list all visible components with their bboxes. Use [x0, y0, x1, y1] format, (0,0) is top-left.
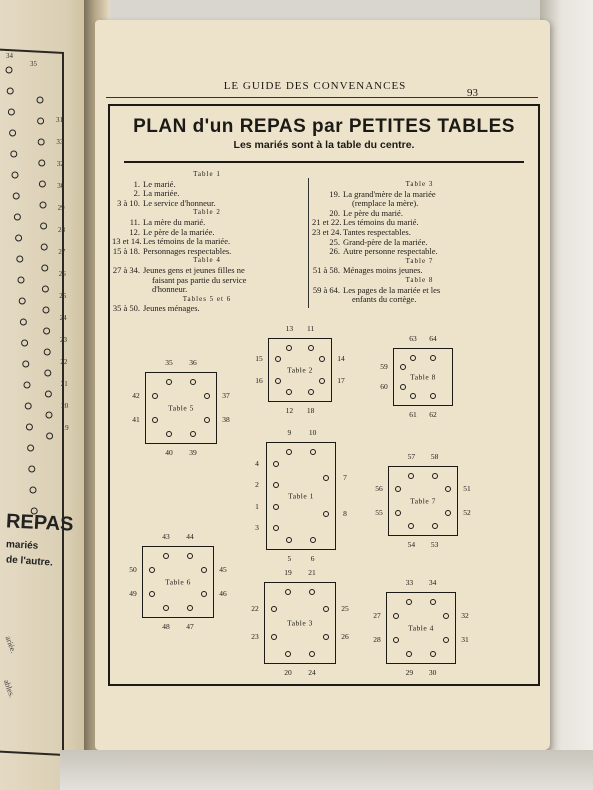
seat-circle	[41, 223, 47, 229]
seat-number: 61	[409, 410, 417, 419]
seat-number: 3	[255, 523, 259, 533]
legend-description: Jeunes gens et jeunes filles ne	[143, 264, 245, 275]
seat-number: 46	[219, 589, 227, 598]
legend-entry	[312, 190, 527, 200]
seat-number: 26	[341, 631, 349, 641]
seat-number: 51	[463, 484, 471, 494]
seat-number: 53	[430, 540, 439, 549]
seat-circle	[187, 553, 193, 559]
seat-circle	[26, 424, 32, 430]
legend-seat-number: 1.	[133, 178, 140, 189]
legend-entry	[312, 266, 527, 276]
seat-number: 39	[189, 448, 197, 457]
seat-circle	[17, 256, 23, 262]
seating-table	[142, 546, 214, 618]
table-label: Table 6	[165, 577, 191, 587]
seat-circle	[38, 118, 44, 124]
legend-entry	[112, 247, 302, 257]
seat-circle	[11, 151, 17, 157]
seat-circle	[400, 384, 406, 390]
seat-number: 47	[186, 622, 194, 631]
seat-number: 9	[287, 428, 292, 437]
legend-entry: d'honneur.	[152, 284, 188, 295]
seat-number: 34	[428, 578, 437, 587]
table-label: Table 7	[410, 496, 436, 506]
running-head: LE GUIDE DES CONVENANCES	[223, 80, 407, 92]
seat-circle	[204, 393, 210, 399]
left-page-margin-number: 26	[58, 270, 66, 278]
seat-circle	[271, 634, 277, 640]
legend-table-heading: Tables 5 et 6	[182, 294, 232, 303]
seating-table	[264, 582, 336, 664]
seat-number: 6	[310, 554, 315, 563]
seat-circle	[19, 298, 25, 304]
seat-number: 55	[375, 507, 383, 517]
seat-circle	[149, 567, 155, 573]
left-page-word-1: ariée.	[3, 634, 19, 655]
legend-description: Les pages de la mariée et les	[343, 284, 441, 295]
plan-title: PLAN d'un REPAS par PETITES TABLES	[133, 116, 515, 137]
seat-number: 36	[189, 358, 197, 367]
seat-number: 28	[373, 635, 381, 644]
legend-description: Autre personne respectable.	[343, 246, 438, 257]
seat-circle	[430, 651, 436, 657]
seat-circle	[273, 504, 279, 510]
legend-entry	[112, 180, 302, 190]
seat-circle	[47, 433, 53, 439]
legend-seat-number: 26.	[329, 246, 340, 257]
seat-number: 11	[307, 324, 315, 333]
legend-entry	[112, 304, 302, 314]
table-label: Table 4	[408, 623, 434, 633]
seat-circle	[23, 361, 29, 367]
seat-number: 5	[287, 554, 292, 563]
seat-circle	[309, 589, 315, 595]
seat-circle	[152, 393, 158, 399]
left-page-maries: mariés	[5, 539, 39, 552]
legend-description: Le marié.	[143, 178, 176, 189]
seat-circle	[445, 510, 451, 516]
seating-table	[388, 466, 458, 536]
legend-description: Le père du marié.	[343, 207, 403, 218]
legend-divider	[308, 178, 309, 308]
seat-circle	[285, 589, 291, 595]
left-page-margin-number: 34	[6, 52, 13, 60]
legend-seat-number: 2.	[133, 188, 140, 199]
seat-circle	[10, 130, 16, 136]
seat-number: 50	[129, 565, 137, 574]
seat-circle	[42, 286, 48, 292]
seat-number: 52	[463, 507, 471, 517]
seat-circle	[410, 355, 416, 361]
legend-description: Tantes respectables.	[343, 226, 411, 237]
table-label: Table 3	[287, 618, 313, 628]
seat-circle	[393, 613, 399, 619]
title-rule	[124, 161, 524, 163]
left-page-margin-number: 23	[60, 336, 67, 344]
legend-seat-number: 12.	[129, 226, 140, 237]
seat-circle	[6, 67, 12, 73]
seat-number: 57	[407, 452, 416, 461]
legend-table-heading: Table 4	[193, 256, 221, 265]
legend-seat-number: 59 à 64.	[312, 284, 340, 295]
seat-circle	[309, 651, 315, 657]
legend-description: Le service d'honneur.	[143, 197, 216, 208]
legend-description: Personnages respectables.	[143, 245, 232, 256]
seat-number: 17	[337, 375, 345, 385]
seat-circle	[38, 139, 44, 145]
page-number: 93	[467, 87, 478, 99]
seat-circle	[273, 461, 279, 467]
seat-circle	[37, 97, 43, 103]
seat-circle	[430, 599, 436, 605]
seat-circle	[201, 567, 207, 573]
seat-number: 58	[430, 452, 439, 461]
seat-circle	[443, 637, 449, 643]
seat-number: 54	[407, 540, 416, 549]
left-page-margin-number: 21	[60, 380, 68, 388]
seat-circle	[308, 389, 314, 395]
seat-number: 42	[132, 391, 140, 400]
left-page-margin-number: 25	[59, 292, 67, 300]
seat-circle	[201, 591, 207, 597]
left-page-margin-number: 22	[60, 358, 68, 366]
legend-seat-number: 15 à 18.	[112, 245, 140, 256]
seat-number: 10	[308, 428, 317, 437]
seat-number: 2	[255, 480, 259, 490]
legend-table-heading: Table 2	[193, 208, 221, 217]
seat-circle	[393, 637, 399, 643]
seat-circle	[163, 605, 169, 611]
seating-table	[145, 372, 217, 444]
seat-number: 41	[132, 415, 140, 424]
legend-table-heading: Table 3	[405, 180, 434, 188]
seat-circle	[8, 109, 14, 115]
seat-circle	[310, 449, 316, 455]
legend-seat-number: 51 à 58.	[312, 265, 340, 276]
seat-circle	[45, 370, 51, 376]
legend-table-heading: Table 1	[193, 170, 221, 178]
seat-number: 48	[162, 622, 170, 631]
seat-number: 15	[255, 354, 263, 364]
legend-entry	[312, 286, 527, 296]
legend-entry: faisant pas partie du service	[152, 274, 247, 285]
seat-circle	[28, 445, 34, 451]
seat-circle	[430, 393, 436, 399]
left-page-margin-number: 20	[61, 402, 69, 410]
seat-circle	[22, 340, 28, 346]
seat-circle	[14, 214, 20, 220]
seat-circle	[310, 537, 316, 543]
legend-description: La grand'mère de la mariée	[343, 188, 436, 199]
seat-circle	[39, 181, 45, 187]
seat-circle	[319, 378, 325, 384]
seat-circle	[323, 511, 329, 517]
seat-number: 60	[380, 381, 388, 391]
seat-number: 4	[255, 458, 259, 468]
seat-number: 14	[337, 354, 345, 364]
legend-description: Grand-père de la mariée.	[343, 236, 428, 247]
left-page-repas: REPAS	[5, 510, 74, 536]
seating-table	[266, 442, 336, 550]
seat-number: 24	[308, 668, 316, 677]
seat-circle	[29, 466, 35, 472]
seat-number: 20	[284, 668, 292, 677]
seat-circle	[190, 431, 196, 437]
legend-left	[112, 170, 302, 314]
legend-description: Ménages moins jeunes.	[343, 265, 423, 276]
legend-description: Les témoins du marié.	[343, 217, 419, 228]
left-page-margin-number: 28	[58, 226, 65, 234]
seat-circle	[190, 379, 196, 385]
table-label: Table 5	[168, 403, 194, 413]
left-page-margin-number: 33	[56, 138, 64, 146]
seat-circle	[204, 417, 210, 423]
seat-number: 13	[285, 324, 294, 333]
seat-circle	[43, 307, 49, 313]
legend-description: Le père de la mariée.	[143, 226, 215, 237]
legend-entry: (remplace la mère).	[352, 198, 419, 209]
left-page-margin-number: 19	[61, 424, 69, 432]
seat-circle	[323, 634, 329, 640]
seat-circle	[44, 349, 50, 355]
legend-description: Les témoins de la mariée.	[143, 236, 231, 247]
legend-seat-number: 35 à 50.	[112, 303, 140, 314]
table-label: Table 1	[288, 491, 314, 501]
seat-circle	[275, 378, 281, 384]
seat-number: 19	[284, 568, 292, 577]
seat-circle	[152, 417, 158, 423]
left-page-margin-number: 35	[30, 60, 37, 68]
seat-number: 30	[428, 668, 437, 677]
header-rule	[106, 97, 538, 98]
legend-seat-number: 13 et 14.	[112, 236, 142, 247]
left-page-margin-number: 27	[58, 248, 66, 256]
seat-number: 8	[343, 509, 347, 518]
seat-circle	[44, 328, 50, 334]
seat-circle	[39, 160, 45, 166]
seat-number: 16	[255, 375, 263, 385]
seat-number: 27	[373, 611, 381, 620]
seat-number: 25	[341, 604, 349, 614]
seat-circle	[432, 523, 438, 529]
seating-table	[393, 348, 453, 406]
seat-circle	[395, 510, 401, 516]
legend-seat-number: 11.	[129, 216, 140, 227]
seat-number: 12	[285, 406, 294, 415]
seat-number: 56	[375, 484, 383, 494]
seat-circle	[45, 391, 51, 397]
seat-number: 43	[162, 532, 170, 541]
legend-description: Jeunes ménages.	[143, 303, 200, 314]
seat-circle	[410, 393, 416, 399]
seat-number: 21	[308, 568, 316, 577]
seat-circle	[20, 319, 26, 325]
seat-circle	[25, 403, 31, 409]
legend-seat-number: 25.	[329, 236, 340, 247]
seat-circle	[166, 431, 172, 437]
left-page-margin-number: 31	[56, 116, 63, 124]
seat-circle	[18, 277, 24, 283]
seat-circle	[42, 265, 48, 271]
seat-circle	[149, 591, 155, 597]
seat-circle	[163, 553, 169, 559]
legend-seat-number: 23 et 24.	[312, 226, 342, 237]
legend-entry	[112, 199, 302, 209]
seat-number: 23	[251, 631, 259, 641]
legend-description: La mère du marié.	[143, 216, 206, 227]
seat-number: 22	[251, 604, 259, 614]
legend-seat-number: 20.	[329, 207, 340, 218]
left-page-margin-number: 30	[57, 182, 65, 190]
seat-circle	[432, 473, 438, 479]
seat-circle	[166, 379, 172, 385]
seat-number: 7	[343, 473, 347, 482]
left-page-seat-diagram	[0, 0, 95, 790]
seat-number: 1	[255, 501, 259, 511]
seat-circle	[46, 412, 52, 418]
seat-circle	[7, 88, 13, 94]
seat-number: 63	[409, 334, 417, 343]
seat-circle	[40, 202, 46, 208]
legend-right	[312, 180, 527, 305]
seating-table	[268, 338, 332, 402]
seat-number: 44	[186, 532, 194, 541]
seat-number: 37	[222, 391, 230, 400]
seat-number: 62	[429, 410, 437, 419]
seat-circle	[16, 235, 22, 241]
seat-number: 45	[219, 565, 227, 574]
seat-circle	[187, 605, 193, 611]
seat-number: 18	[306, 406, 315, 415]
legend-description: La mariée.	[143, 188, 180, 199]
table-label: Table 2	[287, 365, 313, 375]
table-surface	[60, 750, 593, 790]
seat-number: 29	[405, 668, 414, 677]
seat-circle	[41, 244, 47, 250]
seat-circle	[430, 355, 436, 361]
legend-seat-number: 27 à 34.	[112, 264, 140, 275]
legend-entry: enfants du cortège.	[352, 294, 417, 305]
seat-number: 59	[380, 362, 388, 372]
seat-circle	[285, 651, 291, 657]
seat-number: 33	[405, 578, 414, 587]
seat-circle	[12, 172, 18, 178]
left-page-margin-number: 24	[59, 314, 67, 322]
seat-circle	[308, 345, 314, 351]
seat-number: 40	[165, 448, 173, 457]
seat-number: 64	[429, 334, 437, 343]
seat-circle	[443, 613, 449, 619]
seat-circle	[30, 487, 36, 493]
seat-number: 35	[165, 358, 173, 367]
seat-number: 31	[461, 635, 469, 644]
legend-table-heading: Table 8	[405, 275, 434, 284]
seat-number: 49	[129, 589, 137, 598]
legend-seat-number: 19.	[329, 188, 340, 199]
left-page	[0, 0, 95, 790]
left-page-autre: de l'autre.	[5, 554, 54, 569]
seat-circle	[323, 475, 329, 481]
seat-circle	[13, 193, 19, 199]
left-page-margin-number: 32	[56, 160, 64, 168]
seat-number: 32	[461, 611, 469, 620]
legend-entry	[312, 247, 527, 257]
seating-table	[386, 592, 456, 664]
seat-number: 38	[222, 415, 230, 424]
plan-subtitle: Les mariés sont à la table du centre.	[233, 139, 415, 151]
left-page-margin-number: 29	[57, 204, 65, 212]
left-page-word-2: ables.	[1, 678, 17, 699]
seat-circle	[24, 382, 30, 388]
legend-table-heading: Table 7	[405, 256, 434, 265]
legend-seat-number: 3 à 10.	[117, 197, 140, 208]
legend-seat-number: 21 et 22.	[312, 217, 342, 228]
table-label: Table 8	[410, 372, 436, 382]
